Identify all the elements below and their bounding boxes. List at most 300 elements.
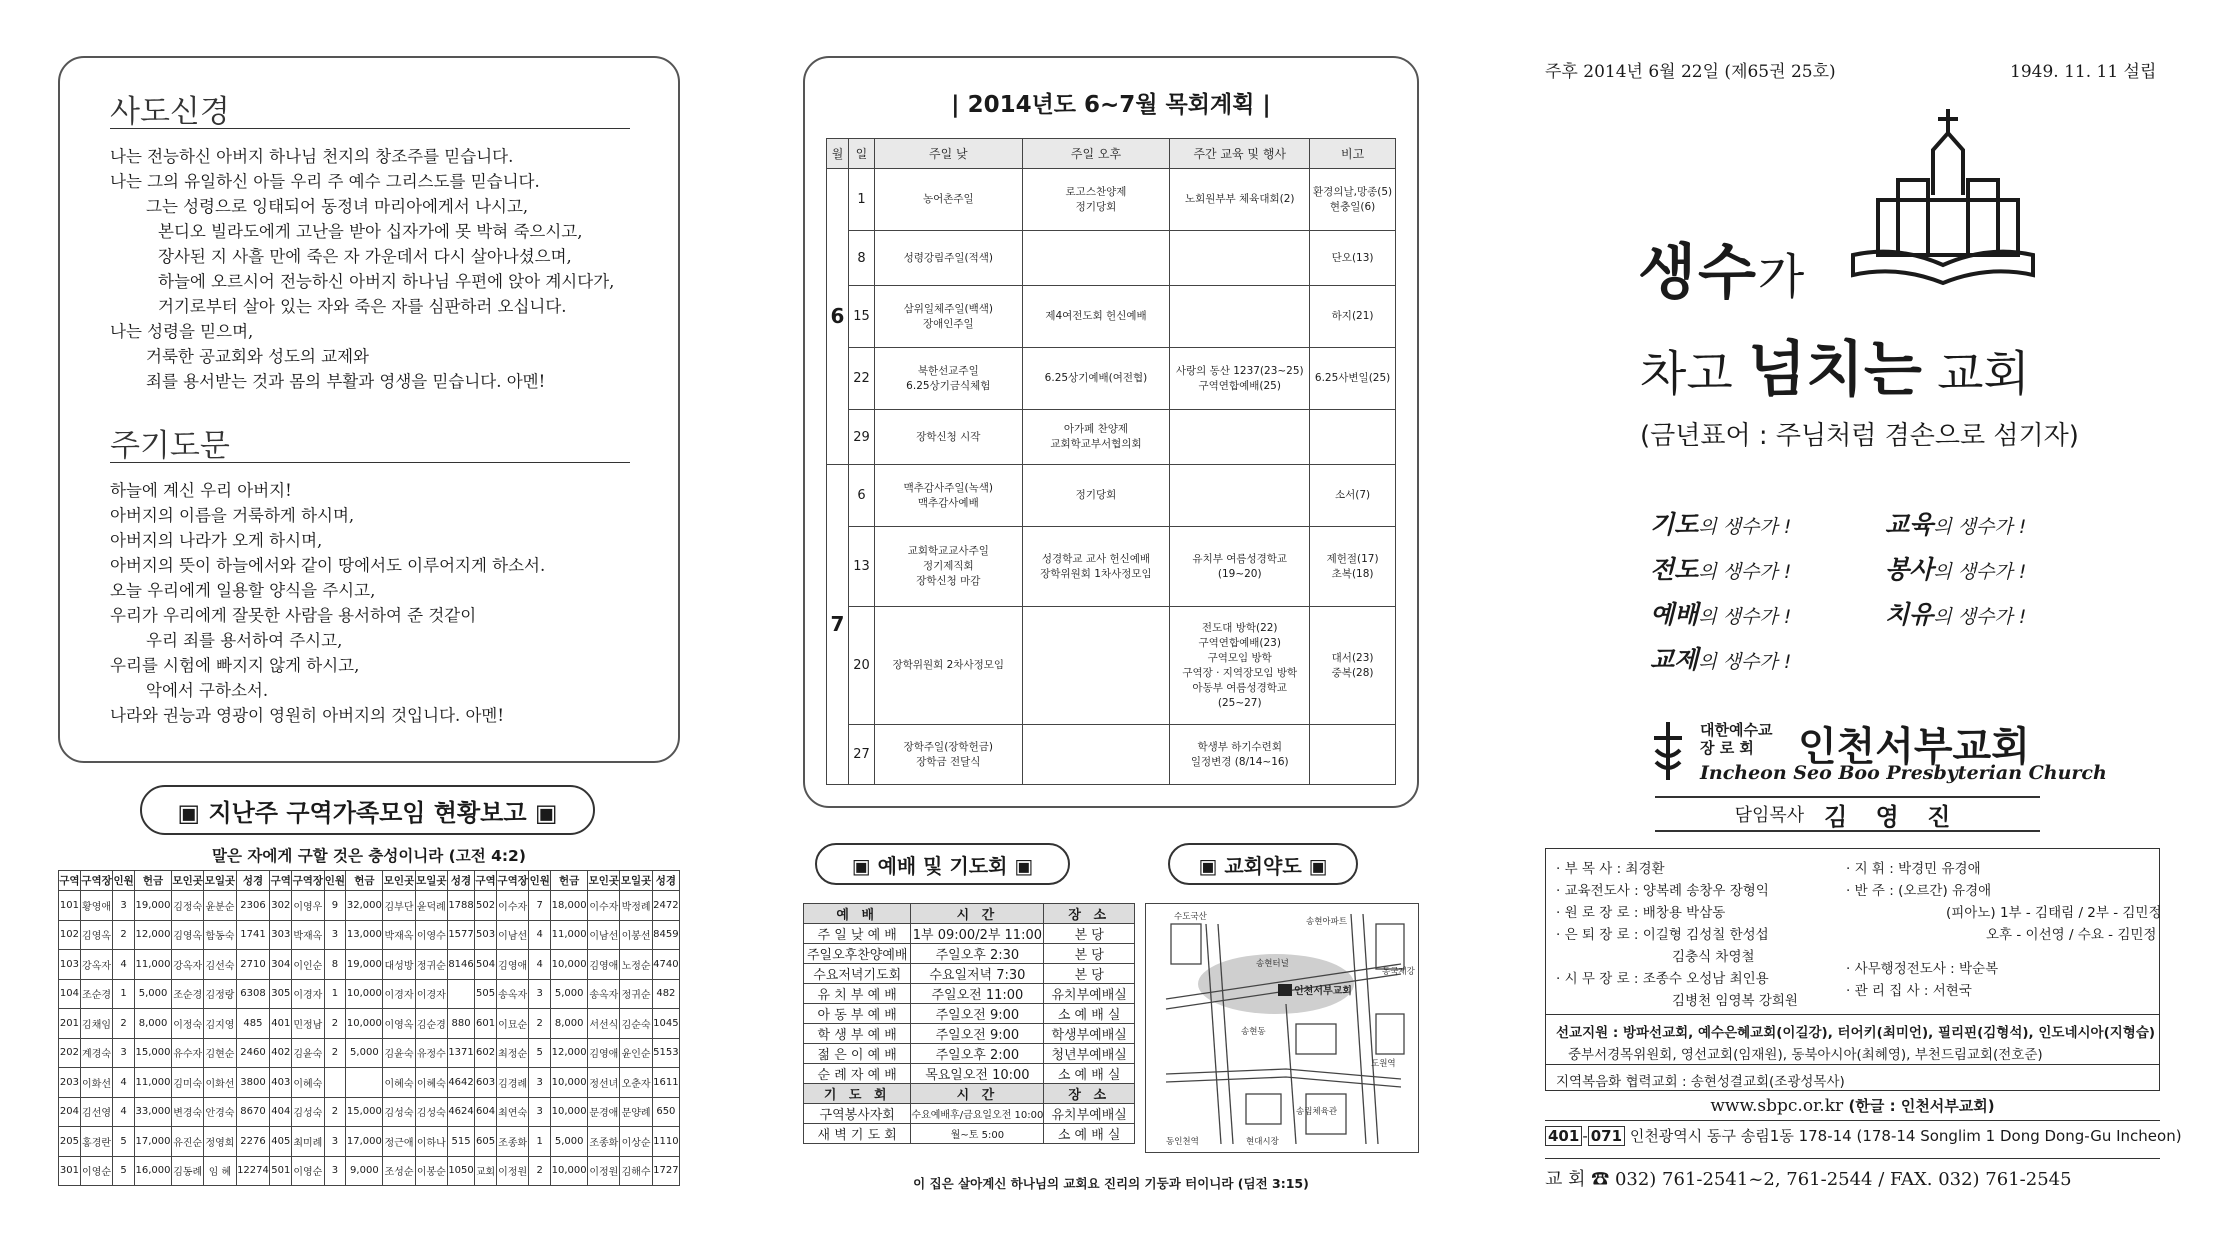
table-cell: 2710	[236, 950, 270, 980]
plan-cell-sun-pm: 아가페 찬양제 교회학교부서협의회	[1022, 410, 1170, 465]
plan-cell-weekly: 노회원부부 체육대회(2)	[1170, 169, 1310, 231]
creed-line: 거기로부터 살아 있는 자와 죽은 자를 심판하러 오십니다.	[158, 297, 567, 316]
website	[1545, 1095, 2160, 1116]
table-row	[59, 1009, 680, 1039]
table-cell: 이봉선	[620, 920, 652, 950]
plan-cell-sun-am: 삼위일체주일(백색) 장애인주일	[874, 286, 1022, 348]
plan-cell-sun-pm	[1022, 725, 1170, 785]
table-cell: 본 당	[1044, 944, 1135, 964]
divider	[1545, 1158, 2160, 1159]
prayer-line: 우리 죄를 용서하여 주시고,	[146, 631, 343, 650]
column-header: 모인곳	[588, 871, 620, 891]
table-row	[804, 1004, 1135, 1024]
table-cell: 주일오후 2:00	[911, 1044, 1044, 1064]
table-cell: 13,000	[346, 920, 383, 950]
virtue-word: 예배	[1650, 600, 1699, 629]
plan-cell-sun-pm: 로고스찬양제 정기당회	[1022, 169, 1170, 231]
table-cell: 이수자	[497, 891, 529, 921]
plan-cell-sun-am: 장학주일(장학헌금) 장학금 전달식	[874, 725, 1022, 785]
denomination	[1700, 721, 1772, 757]
table-cell: 502	[475, 891, 497, 921]
table-cell: 1371	[447, 1038, 474, 1068]
missions-support: 선교지원 : 방파선교회, 예수은혜교회(이길강), 터어키(최미언), 필리핀(김형석), 인도네시아(지형습)	[1556, 1025, 2156, 1041]
table-cell: 11,000	[135, 1068, 172, 1098]
table-cell: 204	[59, 1097, 81, 1127]
plan-cell-note	[1310, 410, 1396, 465]
table-cell: 10,000	[551, 1068, 588, 1098]
column-header: 성경	[236, 871, 270, 891]
column-header: 헌금	[346, 871, 383, 891]
prayer-line: 아버지의 뜻이 하늘에서와 같이 땅에서도 이루어지게 하소서.	[110, 556, 546, 575]
plan-cell-sun-am: 장학신청 시작	[874, 410, 1022, 465]
table-cell: 1	[324, 979, 346, 1009]
table-cell: 4	[113, 1068, 135, 1098]
divider	[1546, 1064, 2159, 1065]
table-cell: 이혜숙	[415, 1068, 447, 1098]
plan-cell-weekly: 유치부 여름성경학교 (19~20)	[1170, 527, 1310, 607]
staff-line: · 은 퇴 장 로 : 이길형 김성칠 한성섭	[1556, 927, 1769, 943]
creed-line: 나는 그의 유일하신 아들 우리 주 예수 그리스도를 믿습니다.	[110, 172, 540, 191]
table-cell: 1	[113, 979, 135, 1009]
map-title: ▣ 교회약도 ▣	[1168, 843, 1358, 885]
creed-line: 장사된 지 사흘 만에 죽은 자 가운데서 다시 살아나셨으며,	[158, 247, 572, 266]
table-cell: 김현순	[204, 1038, 236, 1068]
table-cell: 16,000	[135, 1156, 172, 1186]
table-row	[59, 950, 680, 980]
day-cell: 6	[848, 465, 874, 527]
table-cell: 이영수	[415, 920, 447, 950]
table-cell: 홍경란	[80, 1127, 112, 1157]
table-cell: 1110	[652, 1127, 679, 1157]
creed-title: 사도신경	[110, 94, 230, 130]
table-cell: 3	[529, 1097, 551, 1127]
table-row	[804, 1104, 1135, 1124]
table-cell: 계경숙	[80, 1038, 112, 1068]
map-label-station: 동인천역	[1166, 1137, 1199, 1147]
plan-cell-weekly: 사랑의 동산 1237(23~25) 구역연합예배(25)	[1170, 348, 1310, 410]
table-cell: 1045	[652, 1009, 679, 1039]
year-motto: (금년표어 : 주님처럼 겸손으로 섬기자)	[1640, 421, 2079, 451]
church-name: 인천서부교회	[1798, 724, 2030, 770]
staff-line: 김충식 차영철	[1672, 949, 1755, 965]
map-label-tunnel: 송현터널	[1256, 959, 1289, 969]
table-row	[804, 1064, 1135, 1084]
staff-line: · 지 휘 : 박경민 유경애	[1846, 861, 1981, 877]
table-cell: 유정수	[415, 1038, 447, 1068]
table-cell: 윤덕례	[415, 891, 447, 921]
table-cell: 김성숙	[383, 1097, 415, 1127]
missions-support-2: 중부서경목위원회, 영선교회(임재원), 동북아시아(최혜영), 부천드림교회(전호준)	[1568, 1047, 2043, 1063]
table-header-row	[804, 904, 1135, 924]
table-cell: 1부 09:00/2부 11:00	[911, 924, 1044, 944]
slogan-emphasis: 생수	[1638, 238, 1758, 308]
table-cell: 9,000	[346, 1156, 383, 1186]
table-cell: 10,000	[346, 979, 383, 1009]
table-cell: 8459	[652, 920, 679, 950]
table-cell: 202	[59, 1038, 81, 1068]
table-cell: 이경자	[383, 979, 415, 1009]
column-header: 구역	[270, 871, 292, 891]
table-cell: 5	[529, 1038, 551, 1068]
column-header: 시 간	[911, 1084, 1044, 1104]
month-cell: 7	[827, 465, 849, 785]
virtue-suffix: 의 생수가 !	[1698, 606, 1792, 628]
table-cell: 5,000	[551, 1127, 588, 1157]
table-cell: 수요저녁기도회	[804, 964, 911, 984]
table-cell: 본 당	[1044, 964, 1135, 984]
plan-cell-sun-pm: 정기당회	[1022, 465, 1170, 527]
table-cell: 김영옥	[80, 920, 112, 950]
table-cell: 김채임	[80, 1009, 112, 1039]
table-cell: 8,000	[135, 1009, 172, 1039]
table-header-row	[804, 1084, 1135, 1104]
table-cell: 2460	[236, 1038, 270, 1068]
table-cell: 김정랑	[204, 979, 236, 1009]
table-cell: 2472	[652, 891, 679, 921]
table-cell: 이정숙	[172, 1009, 204, 1039]
table-cell: 3	[324, 920, 346, 950]
column-header: 장 소	[1044, 1084, 1135, 1104]
creed-line: 하늘에 오르시어 전능하신 아버지 하나님 우편에 앉아 계시다가,	[158, 272, 615, 291]
table-cell: 1788	[447, 891, 474, 921]
table-cell: 5,000	[346, 1038, 383, 1068]
column-header: 일	[848, 139, 874, 169]
table-row	[804, 1124, 1135, 1144]
table-cell: 이봉순	[415, 1156, 447, 1186]
virtue-item	[1885, 550, 2026, 586]
table-cell: 12,000	[135, 920, 172, 950]
table-cell: 501	[270, 1156, 292, 1186]
virtue-suffix: 의 생수가 !	[1933, 606, 2027, 628]
table-cell: 노정순	[620, 950, 652, 980]
table-cell: 최연숙	[497, 1097, 529, 1127]
day-cell: 15	[848, 286, 874, 348]
staff-line: · 원 로 장 로 : 배창용 박삼동	[1556, 905, 1726, 921]
table-cell: 이묘순	[497, 1009, 529, 1039]
day-cell: 20	[848, 607, 874, 725]
table-cell: 주일오전 9:00	[911, 1024, 1044, 1044]
table-cell: 정영희	[204, 1127, 236, 1157]
plan-cell-sun-pm	[1022, 231, 1170, 286]
table-cell: 32,000	[346, 891, 383, 921]
table-cell: 403	[270, 1068, 292, 1098]
column-header: 모인곳	[383, 871, 415, 891]
website-url[interactable]: www.sbpc.or.kr	[1710, 1096, 1844, 1116]
column-header: 모인곳	[172, 871, 204, 891]
table-cell: 303	[270, 920, 292, 950]
table-cell: 본 당	[1044, 924, 1135, 944]
table-cell: 유 치 부 예 배	[804, 984, 911, 1004]
map-label-steel: 동국제강	[1382, 967, 1415, 977]
table-cell: 유진순	[172, 1127, 204, 1157]
table-row	[804, 964, 1135, 984]
table-header-row	[59, 871, 680, 891]
table-cell: 5,000	[135, 979, 172, 1009]
map-label-dowon: 도원역	[1371, 1059, 1396, 1069]
staff-line: · 교육전도사 : 양복례 송창우 장형익	[1556, 883, 1769, 899]
established-date: 1949. 11. 11 설립	[2010, 62, 2157, 82]
table-cell: 이수자	[588, 891, 620, 921]
plan-cell-sun-pm: 제4여전도회 헌신예배	[1022, 286, 1170, 348]
virtue-item	[1885, 505, 2026, 541]
church-verse: 이 집은 살아계신 하나님의 교회요 진리의 기둥과 터이니라 (딤전 3:15)	[913, 1176, 1309, 1191]
plan-cell-note: 6.25사변일(25)	[1310, 348, 1396, 410]
table-cell: 순 례 자 예 배	[804, 1064, 911, 1084]
prayer-title: 주기도문	[110, 428, 230, 464]
table-cell: 이영우	[292, 891, 324, 921]
table-cell: 김순숙	[620, 1009, 652, 1039]
plan-cell-sun-am: 교회학교교사주일 정기제직회 장학신청 마감	[874, 527, 1022, 607]
table-row	[804, 1044, 1135, 1064]
table-cell: 김윤숙	[292, 1038, 324, 1068]
issue-info: 주후 2014년 6월 22일 (제65권 25호)	[1545, 62, 1836, 82]
table-cell: 604	[475, 1097, 497, 1127]
church-map	[1145, 903, 1419, 1153]
table-cell: 김선숙	[204, 950, 236, 980]
table-cell: 박재옥	[383, 920, 415, 950]
column-header: 인원	[113, 871, 135, 891]
virtue-item	[1650, 595, 1791, 631]
table-cell: 수요일저녁 7:30	[911, 964, 1044, 984]
plan-cell-weekly: 전도대 방학(22) 구역연합예배(23) 구역모임 방학 구역장 · 지역장모임 방학 아동부 여름성경학교 (25~27)	[1170, 607, 1310, 725]
table-row	[827, 465, 1396, 527]
virtue-item	[1650, 550, 1791, 586]
table-cell: 305	[270, 979, 292, 1009]
plan-cell-weekly	[1170, 231, 1310, 286]
divider	[1545, 1120, 2160, 1121]
creed-line: 나는 전능하신 아버지 하나님 천지의 창조주를 믿습니다.	[110, 147, 514, 166]
plan-cell-sun-am: 농어촌주일	[874, 169, 1022, 231]
creed-line: 죄를 용서받는 것과 몸의 부활과 영생을 믿습니다. 아멘!	[146, 372, 546, 391]
table-cell: 함동숙	[204, 920, 236, 950]
table-cell: 김영애	[497, 950, 529, 980]
plan-table	[826, 138, 1396, 785]
table-cell: 임 혜	[204, 1156, 236, 1186]
table-cell: 15,000	[135, 1038, 172, 1068]
table-cell: 월~토 5:00	[911, 1124, 1044, 1144]
table-cell: 18,000	[551, 891, 588, 921]
table-cell: 102	[59, 920, 81, 950]
table-cell: 이인순	[292, 950, 324, 980]
table-cell: 104	[59, 979, 81, 1009]
table-cell: 2	[113, 1009, 135, 1039]
table-cell: 8146	[447, 950, 474, 980]
plan-cell-sun-pm: 6.25상기예배(여전협)	[1022, 348, 1170, 410]
table-cell: 515	[447, 1127, 474, 1157]
table-cell: 6308	[236, 979, 270, 1009]
table-header-row	[827, 139, 1396, 169]
table-cell: 소 예 배 실	[1044, 1004, 1135, 1024]
slogan-line-2	[1640, 322, 2030, 408]
table-cell: 10,000	[551, 950, 588, 980]
table-cell: 안경숙	[204, 1097, 236, 1127]
table-cell: 201	[59, 1009, 81, 1039]
column-header: 월	[827, 139, 849, 169]
table-cell: 2	[324, 1097, 346, 1127]
plan-cell-note	[1310, 725, 1396, 785]
plan-cell-sun-am: 북한선교주일 6.25상기금식체험	[874, 348, 1022, 410]
column-header: 주일 오후	[1022, 139, 1170, 169]
map-label-church: 인천서부교회	[1294, 986, 1352, 997]
table-cell: 2	[529, 1009, 551, 1039]
table-cell: 8,000	[551, 1009, 588, 1039]
table-cell: 1577	[447, 920, 474, 950]
table-cell: 302	[270, 891, 292, 921]
column-header: 헌금	[551, 871, 588, 891]
phone-fax: 교 회 ☎ 032) 761-2541~2, 761-2544 / FAX. 032) 761-2545	[1545, 1169, 2072, 1190]
table-cell: 목요일오전 10:00	[911, 1064, 1044, 1084]
map-label-sudo: 수도국산	[1174, 912, 1207, 922]
column-header: 주간 교육 및 행사	[1170, 139, 1310, 169]
table-cell: 2306	[236, 891, 270, 921]
plan-cell-note: 환경의날,망종(5) 현충일(6)	[1310, 169, 1396, 231]
creed-line: 그는 성령으로 잉태되어 동정녀 마리아에게서 나시고,	[146, 197, 529, 216]
table-cell: 15,000	[346, 1097, 383, 1127]
church-marker-icon	[1278, 984, 1292, 996]
table-cell: 강옥자	[172, 950, 204, 980]
column-header: 인원	[529, 871, 551, 891]
map-label-songhyeon: 송현동	[1241, 1027, 1266, 1037]
table-cell: 이정원	[497, 1156, 529, 1186]
table-cell: 5,000	[551, 979, 588, 1009]
table-cell: 3	[324, 1127, 346, 1157]
table-cell: 402	[270, 1038, 292, 1068]
table-row	[827, 527, 1396, 607]
plan-cell-note: 하지(21)	[1310, 286, 1396, 348]
prayer-line: 오늘 우리에게 일용할 양식을 주시고,	[110, 581, 376, 600]
table-cell: 9	[324, 891, 346, 921]
prayer-line: 우리가 우리에게 잘못한 사람을 용서하여 준 것같이	[110, 606, 477, 625]
table-cell: 대성방	[383, 950, 415, 980]
column-header: 예 배	[804, 904, 911, 924]
virtue-word: 전도	[1650, 555, 1699, 584]
virtue-suffix: 의 생수가 !	[1698, 561, 1792, 583]
table-cell: 학 생 부 예 배	[804, 1024, 911, 1044]
church-illustration-icon	[1848, 105, 2038, 290]
table-cell: 김미숙	[172, 1068, 204, 1098]
plan-cell-note: 단오(13)	[1310, 231, 1396, 286]
table-cell: 4740	[652, 950, 679, 980]
table-cell: 김선영	[80, 1097, 112, 1127]
plan-cell-weekly	[1170, 286, 1310, 348]
table-cell: 이혜숙	[292, 1068, 324, 1098]
column-header: 모일곳	[204, 871, 236, 891]
table-cell: 4	[113, 1097, 135, 1127]
slogan-emphasis: 넘치는	[1748, 335, 1922, 405]
table-cell: 주일오후 2:30	[911, 944, 1044, 964]
staff-line: (피아노) 1부 - 김태림 / 2부 - 김민정	[1946, 905, 2162, 921]
table-cell: 새 벽 기 도 회	[804, 1124, 911, 1144]
table-row	[827, 410, 1396, 465]
prayer-line: 나라와 권능과 영광이 영원히 아버지의 것입니다. 아멘!	[110, 706, 505, 725]
table-cell: 4	[113, 950, 135, 980]
table-cell: 4624	[447, 1097, 474, 1127]
table-cell: 10,000	[551, 1156, 588, 1186]
table-cell: 1611	[652, 1068, 679, 1098]
table-row	[827, 607, 1396, 725]
virtue-word: 기도	[1650, 510, 1699, 539]
creed-rule	[110, 128, 630, 129]
table-cell: 101	[59, 891, 81, 921]
column-header: 헌금	[135, 871, 172, 891]
table-cell: 소 예 배 실	[1044, 1064, 1135, 1084]
table-cell: 이화선	[204, 1068, 236, 1098]
table-cell: 103	[59, 950, 81, 980]
group-report-table	[58, 870, 680, 1186]
day-cell: 8	[848, 231, 874, 286]
table-cell: 3	[113, 891, 135, 921]
table-cell	[447, 979, 474, 1009]
table-cell: 17,000	[135, 1127, 172, 1157]
denomination-line: 장 로 회	[1700, 739, 1754, 757]
table-cell: 유치부예배실	[1044, 1104, 1135, 1124]
table-cell: 1741	[236, 920, 270, 950]
church-name-english: Incheon Seo Boo Presbyterian Church	[1700, 762, 2107, 784]
column-header: 구역장	[292, 871, 324, 891]
table-cell: 3	[529, 979, 551, 1009]
table-cell: 이영순	[80, 1156, 112, 1186]
worship-title: ▣ 예배 및 기도회 ▣	[815, 843, 1070, 885]
table-cell: 이화선	[80, 1068, 112, 1098]
table-cell: 김지영	[204, 1009, 236, 1039]
table-cell: 김성숙	[292, 1097, 324, 1127]
table-cell: 김윤숙	[383, 1038, 415, 1068]
day-cell: 1	[848, 169, 874, 231]
table-cell: 이영순	[292, 1156, 324, 1186]
virtue-word: 교제	[1650, 645, 1699, 674]
address-text: 인천광역시 동구 송림1동 178-14 (178-14 Songlim 1 Dong Dong-Gu Incheon)	[1629, 1127, 2182, 1145]
table-cell: 김해수	[620, 1156, 652, 1186]
table-cell: 505	[475, 979, 497, 1009]
table-cell: 아 동 부 예 배	[804, 1004, 911, 1024]
table-cell: 2	[324, 1038, 346, 1068]
column-header: 구역장	[80, 871, 112, 891]
map-drawing	[1146, 904, 1418, 1152]
table-cell: 이경자	[292, 979, 324, 1009]
table-row	[804, 984, 1135, 1004]
virtue-word: 치유	[1885, 600, 1934, 629]
zip-code-2: 071	[1588, 1126, 1625, 1146]
website-korean: (한글 : 인천서부교회)	[1848, 1097, 1995, 1115]
plan-cell-sun-am: 성령강림주일(적색)	[874, 231, 1022, 286]
plan-cell-note: 제헌절(17) 초복(18)	[1310, 527, 1396, 607]
table-cell: 2	[113, 920, 135, 950]
table-cell: 이남선	[497, 920, 529, 950]
table-cell: 12274	[236, 1156, 270, 1186]
slogan-text: 가	[1757, 249, 1807, 305]
table-cell: 602	[475, 1038, 497, 1068]
slogan-text: 교회	[1921, 346, 2030, 402]
column-header: 성경	[447, 871, 474, 891]
table-cell: 오춘자	[620, 1068, 652, 1098]
map-label-apt: 송현아파트	[1306, 917, 1348, 927]
table-cell: 서선식	[588, 1009, 620, 1039]
column-header: 구역장	[497, 871, 529, 891]
table-row	[827, 286, 1396, 348]
table-cell: 3800	[236, 1068, 270, 1098]
plan-cell-note: 소서(7)	[1310, 465, 1396, 527]
table-cell: 조성순	[383, 1156, 415, 1186]
table-row	[804, 924, 1135, 944]
table-cell: 404	[270, 1097, 292, 1127]
table-cell: 3	[324, 1156, 346, 1186]
table-cell: 301	[59, 1156, 81, 1186]
table-cell: 박재옥	[292, 920, 324, 950]
virtue-item	[1650, 640, 1791, 676]
staff-line: 김병천 임영복 강희원	[1672, 993, 1798, 1009]
table-cell: 12,000	[551, 1038, 588, 1068]
table-cell: 4642	[447, 1068, 474, 1098]
